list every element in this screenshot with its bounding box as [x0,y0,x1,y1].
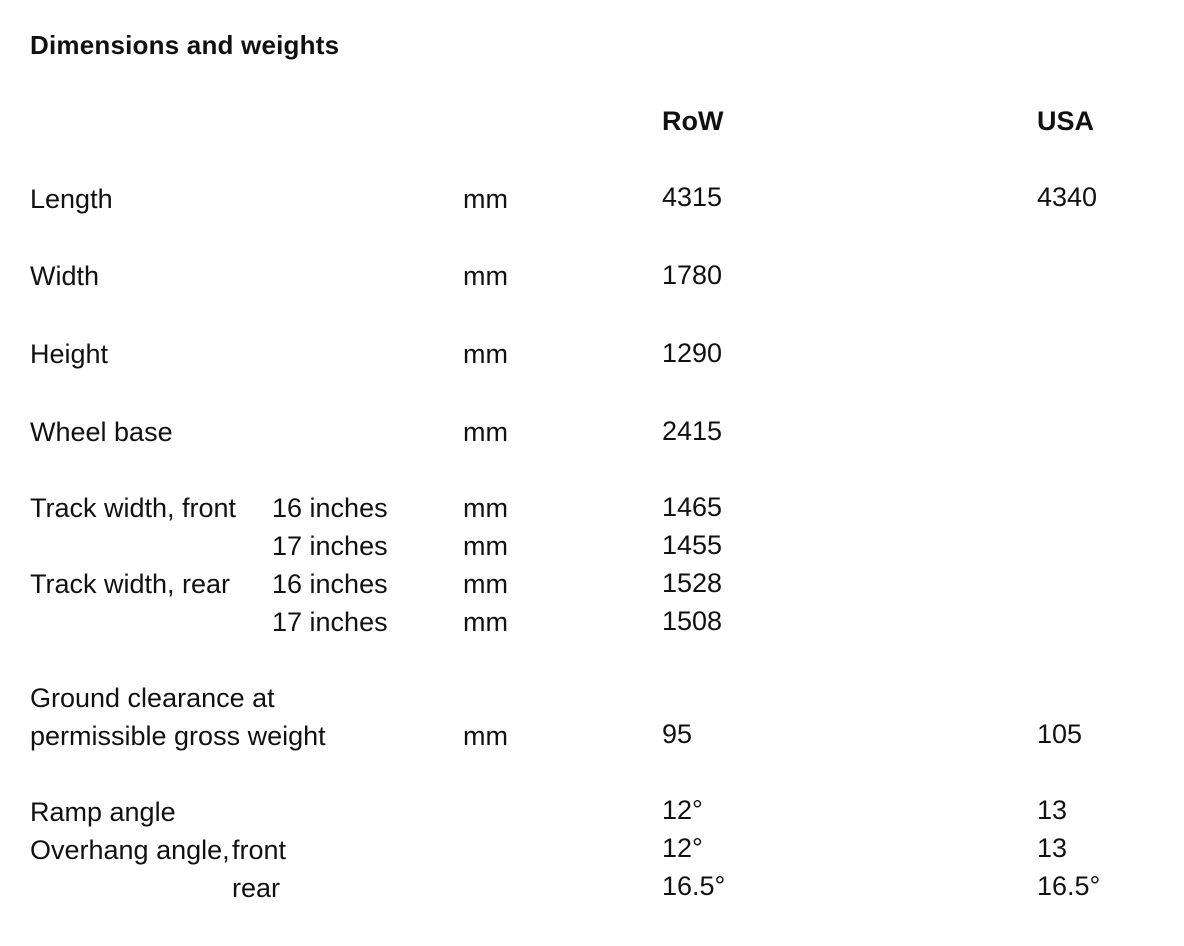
row-value-usa: 4340 [1037,182,1098,212]
column-header-row: RoW [662,106,724,136]
row-sublabel: front [232,835,287,865]
row-label-ground-clearance-line2: permissible gross weight [30,721,326,751]
row-unit: mm [463,531,508,561]
row-label-height: Height [30,339,109,369]
row-value-row: 12° [662,795,703,825]
row-value-row: 1780 [662,260,723,290]
row-label-width: Width [30,261,100,291]
row-value-row: 1465 [662,492,723,522]
row-unit: mm [463,569,508,599]
row-label-ramp-angle: Ramp angle [30,797,176,827]
row-value-usa: 105 [1037,719,1083,749]
row-value-row: 4315 [662,182,723,212]
row-unit: mm [463,417,508,447]
row-sublabel: 16 inches [272,493,388,523]
row-unit: mm [463,184,508,214]
row-value-usa: 13 [1037,795,1068,825]
row-unit: mm [463,721,508,751]
row-value-row: 2415 [662,416,723,446]
row-label-length: Length [30,184,113,214]
row-sublabel: 17 inches [272,531,388,561]
row-sublabel: 16 inches [272,569,388,599]
row-label-ground-clearance: Ground clearance at [30,683,275,713]
row-label-overhang-angle: Overhang angle, [30,835,230,865]
row-label-track-width-front: Track width, front [30,493,237,523]
row-value-row: 1455 [662,530,723,560]
row-value-row: 12° [662,833,703,863]
row-value-usa: 16.5° [1037,871,1101,901]
row-unit: mm [463,261,508,291]
page-title: Dimensions and weights [30,30,340,60]
row-unit: mm [463,339,508,369]
row-sublabel: rear [232,873,281,903]
row-value-row: 95 [662,719,693,749]
row-value-row: 1508 [662,606,723,636]
row-value-row: 1528 [662,568,723,598]
row-value-row: 1290 [662,338,723,368]
row-label-track-width-rear: Track width, rear [30,569,231,599]
row-unit: mm [463,493,508,523]
row-sublabel: 17 inches [272,607,388,637]
row-unit: mm [463,607,508,637]
row-label-wheel-base: Wheel base [30,417,173,447]
row-value-usa: 13 [1037,833,1068,863]
row-value-row: 16.5° [662,871,726,901]
column-header-usa: USA [1037,106,1095,136]
